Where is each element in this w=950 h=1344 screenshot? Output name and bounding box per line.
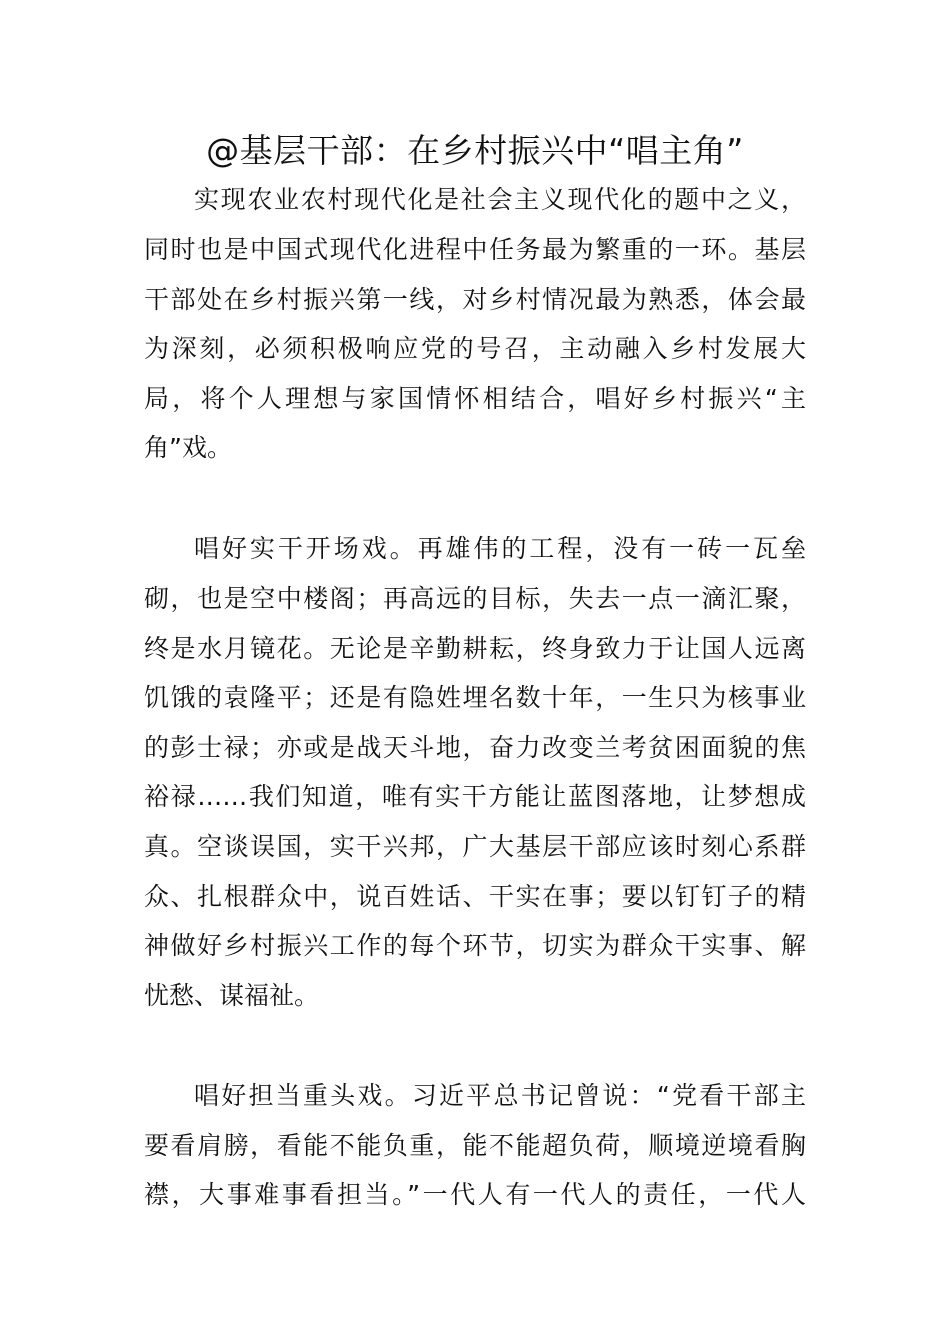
paragraph-1-line-5: 局，将个人理想与家国情怀相结合，唱好乡村振兴“主 [144, 384, 806, 413]
paragraph-2-line-7: 真。空谈误国，实干兴邦，广大基层干部应该时刻心系群 [144, 832, 806, 861]
paragraph-2-line-9: 神做好乡村振兴工作的每个环节，切实为群众干实事、解 [144, 931, 806, 960]
paragraph-2-line-3: 终是水月镜花。无论是辛勤耕耘，终身致力于让国人远离 [144, 634, 806, 663]
paragraph-1-line-4: 为深刻，必须积极响应党的号召，主动融入乡村发展大 [144, 334, 806, 363]
paragraph-1-line-2: 同时也是中国式现代化进程中任务最为繁重的一环。基层 [144, 235, 806, 264]
paragraph-2-line-1: 唱好实干开场戏。再雄伟的工程，没有一砖一瓦垒 [194, 534, 806, 563]
paragraph-2-line-2: 砌，也是空中楼阁；再高远的目标，失去一点一滴汇聚， [144, 584, 806, 613]
paragraph-2-line-5: 的彭士禄；亦或是战天斗地，奋力改变兰考贫困面貌的焦 [144, 733, 806, 762]
paragraph-1-line-6: 角”戏。 [144, 433, 232, 462]
paragraph-3-line-2: 要看肩膀，看能不能负重，能不能超负荷，顺境逆境看胸 [144, 1131, 806, 1160]
page-title: @基层干部：在乡村振兴中“唱主角” [206, 131, 744, 170]
paragraph-2-line-4: 饥饿的袁隆平；还是有隐姓埋名数十年，一生只为核事业 [144, 683, 806, 712]
paragraph-2-line-8: 众、扎根群众中，说百姓话、干实在事；要以钉钉子的精 [144, 882, 806, 911]
paragraph-3-line-3: 襟，大事难事看担当。”一代人有一代人的责任，一代人 [144, 1180, 806, 1209]
paragraph-1-line-1: 实现农业农村现代化是社会主义现代化的题中之义， [194, 185, 806, 214]
paragraph-2-line-10: 忧愁、谋福祉。 [144, 981, 320, 1010]
paragraph-2-line-6: 裕禄……我们知道，唯有实干方能让蓝图落地，让梦想成 [144, 782, 806, 811]
paragraph-1-line-3: 干部处在乡村振兴第一线，对乡村情况最为熟悉，体会最 [144, 285, 806, 314]
paragraph-3-line-1: 唱好担当重头戏。习近平总书记曾说：“党看干部主 [194, 1081, 806, 1110]
